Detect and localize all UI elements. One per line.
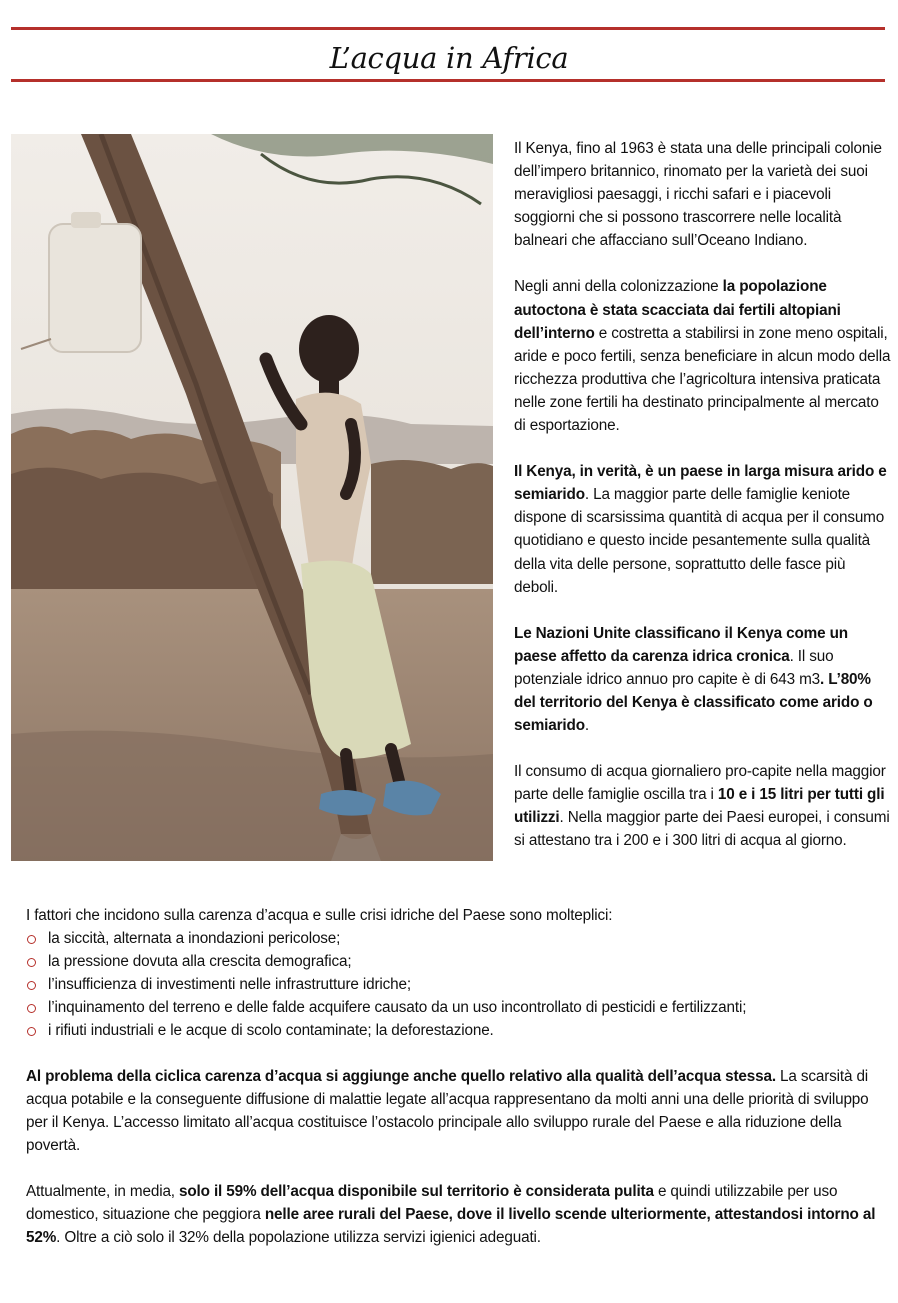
list-item-text: i rifiuti industriali e le acque di scolo contaminate; la deforestazione.	[48, 1022, 494, 1039]
list-item-text: l’inquinamento del terreno e delle falde acquifere causato da un uso incontrollato di pesticidi e fertilizzanti;	[48, 999, 747, 1016]
bold-run: Al problema della ciclica carenza d’acqua si aggiunge anche quello relativo alla qualità dell’acqua stessa.	[26, 1068, 776, 1085]
header-top-rule	[11, 27, 885, 30]
list-item	[26, 950, 886, 973]
circle-bullet-icon	[27, 1004, 36, 1013]
list-item	[26, 1019, 886, 1042]
header-bottom-rule	[11, 79, 885, 82]
list-item-text: la siccità, alternata a inondazioni pericolose;	[48, 930, 341, 947]
factors-list	[26, 927, 886, 1042]
list-item-text: la pressione dovuta alla crescita demografica;	[48, 953, 352, 970]
circle-bullet-icon	[27, 981, 36, 990]
paragraph-colonization	[514, 275, 892, 437]
paragraph-consumption	[514, 760, 892, 852]
bottom-text-area	[26, 904, 886, 1249]
text-run: .	[584, 717, 590, 735]
text-run: Attualmente, in media,	[26, 1183, 179, 1200]
paragraph-history	[514, 137, 892, 252]
text-run: . Oltre a ciò solo il 32% della popolazione utilizza servizi igienici adeguati.	[56, 1229, 541, 1246]
paragraph-un-classification	[514, 622, 892, 737]
paragraph-water-quality	[26, 1065, 886, 1157]
bold-run: la popolazione autoctona è stata scacciata dai fertili altopiani dell’interno	[514, 278, 841, 342]
paragraph-arid-country	[514, 460, 892, 599]
bold-run: nelle aree rurali del Paese, dove il livello scende ulteriormente, attestandosi intorno al 52%	[26, 1206, 876, 1246]
text-run: La scarsità di acqua potabile e la conseguente diffusione di malattie legate all’acqua rappresentano da molti anni una delle priorità di sviluppo per il Kenya. L’accesso limitato all’acqua costituisce l’ostacolo principale allo sviluppo rurale del Paese e alla riduzione della povertà.	[26, 1068, 869, 1154]
list-item	[26, 927, 886, 950]
text-run: e costretta a stabilirsi in zone meno ospitali, aride e poco fertili, senza beneficiare in alcun modo della ricchezza produttiva che l’agricoltura intensiva praticata nelle zone fertili ha destinato principalmente al mercato di esportazione.	[514, 324, 891, 435]
bold-run: Le Nazioni Unite classificano il Kenya come un paese affetto da carenza idrica cronica	[514, 624, 848, 665]
circle-bullet-icon	[27, 958, 36, 967]
bold-run: 10 e i 15 litri per tutti gli utilizzi	[514, 786, 885, 827]
text-run: Il Kenya, fino al 1963 è stata una delle principali colonie dell’impero britannico, rinomato per la varietà dei suoi meravigliosi paesaggi, i ricchi safari e i piacevoli soggiorni che si possono trascorrere nelle località balneari che affacciano sull’Oceano Indiano.	[514, 140, 882, 250]
text-run: . Nella maggior parte dei Paesi europei, i consumi si attestano tra i 200 e i 300 litri di acqua al giorno.	[514, 809, 890, 850]
right-text-column	[514, 137, 892, 876]
bold-run: Il Kenya, in verità, è un paese in larga misura arido e semiarido	[514, 463, 887, 504]
text-run: Negli anni della colonizzazione	[514, 278, 723, 296]
bold-run: . L’80% del territorio del Kenya è classificato come arido o semiarido	[514, 670, 873, 735]
page-title: L’acqua in Africa	[329, 41, 569, 75]
paragraph-clean-water	[26, 1180, 886, 1249]
list-item	[26, 996, 886, 1019]
text-run: . La maggior parte delle famiglie keniote dispone di scarsissima quantità di acqua per il consumo quotidiano e questo incide pesantemente sulla qualità della vita delle persone, soprattutto delle fasce più deboli.	[514, 486, 885, 596]
circle-bullet-icon	[27, 935, 36, 944]
text-run: e quindi utilizzabile per uso domestico, situazione che peggiora	[26, 1183, 838, 1223]
bold-run: solo il 59% dell’acqua disponibile sul territorio è considerata pulita	[179, 1183, 654, 1200]
paragraph-gap	[26, 1157, 886, 1180]
factors-intro: I fattori che incidono sulla carenza d’acqua e sulle crisi idriche del Paese sono molteplici:	[26, 907, 613, 924]
list-item-text: l’insufficienza di investimenti nelle infrastrutture idriche;	[48, 976, 411, 993]
circle-bullet-icon	[27, 1027, 36, 1036]
list-item	[26, 973, 886, 996]
child-leaning-on-tree-photo	[11, 134, 493, 861]
text-run: . Il suo potenziale idrico annuo pro capite è di 643 m3	[514, 647, 834, 688]
text-run: Il consumo di acqua giornaliero pro-capite nella maggior parte delle famiglie oscilla tra i	[514, 763, 886, 804]
